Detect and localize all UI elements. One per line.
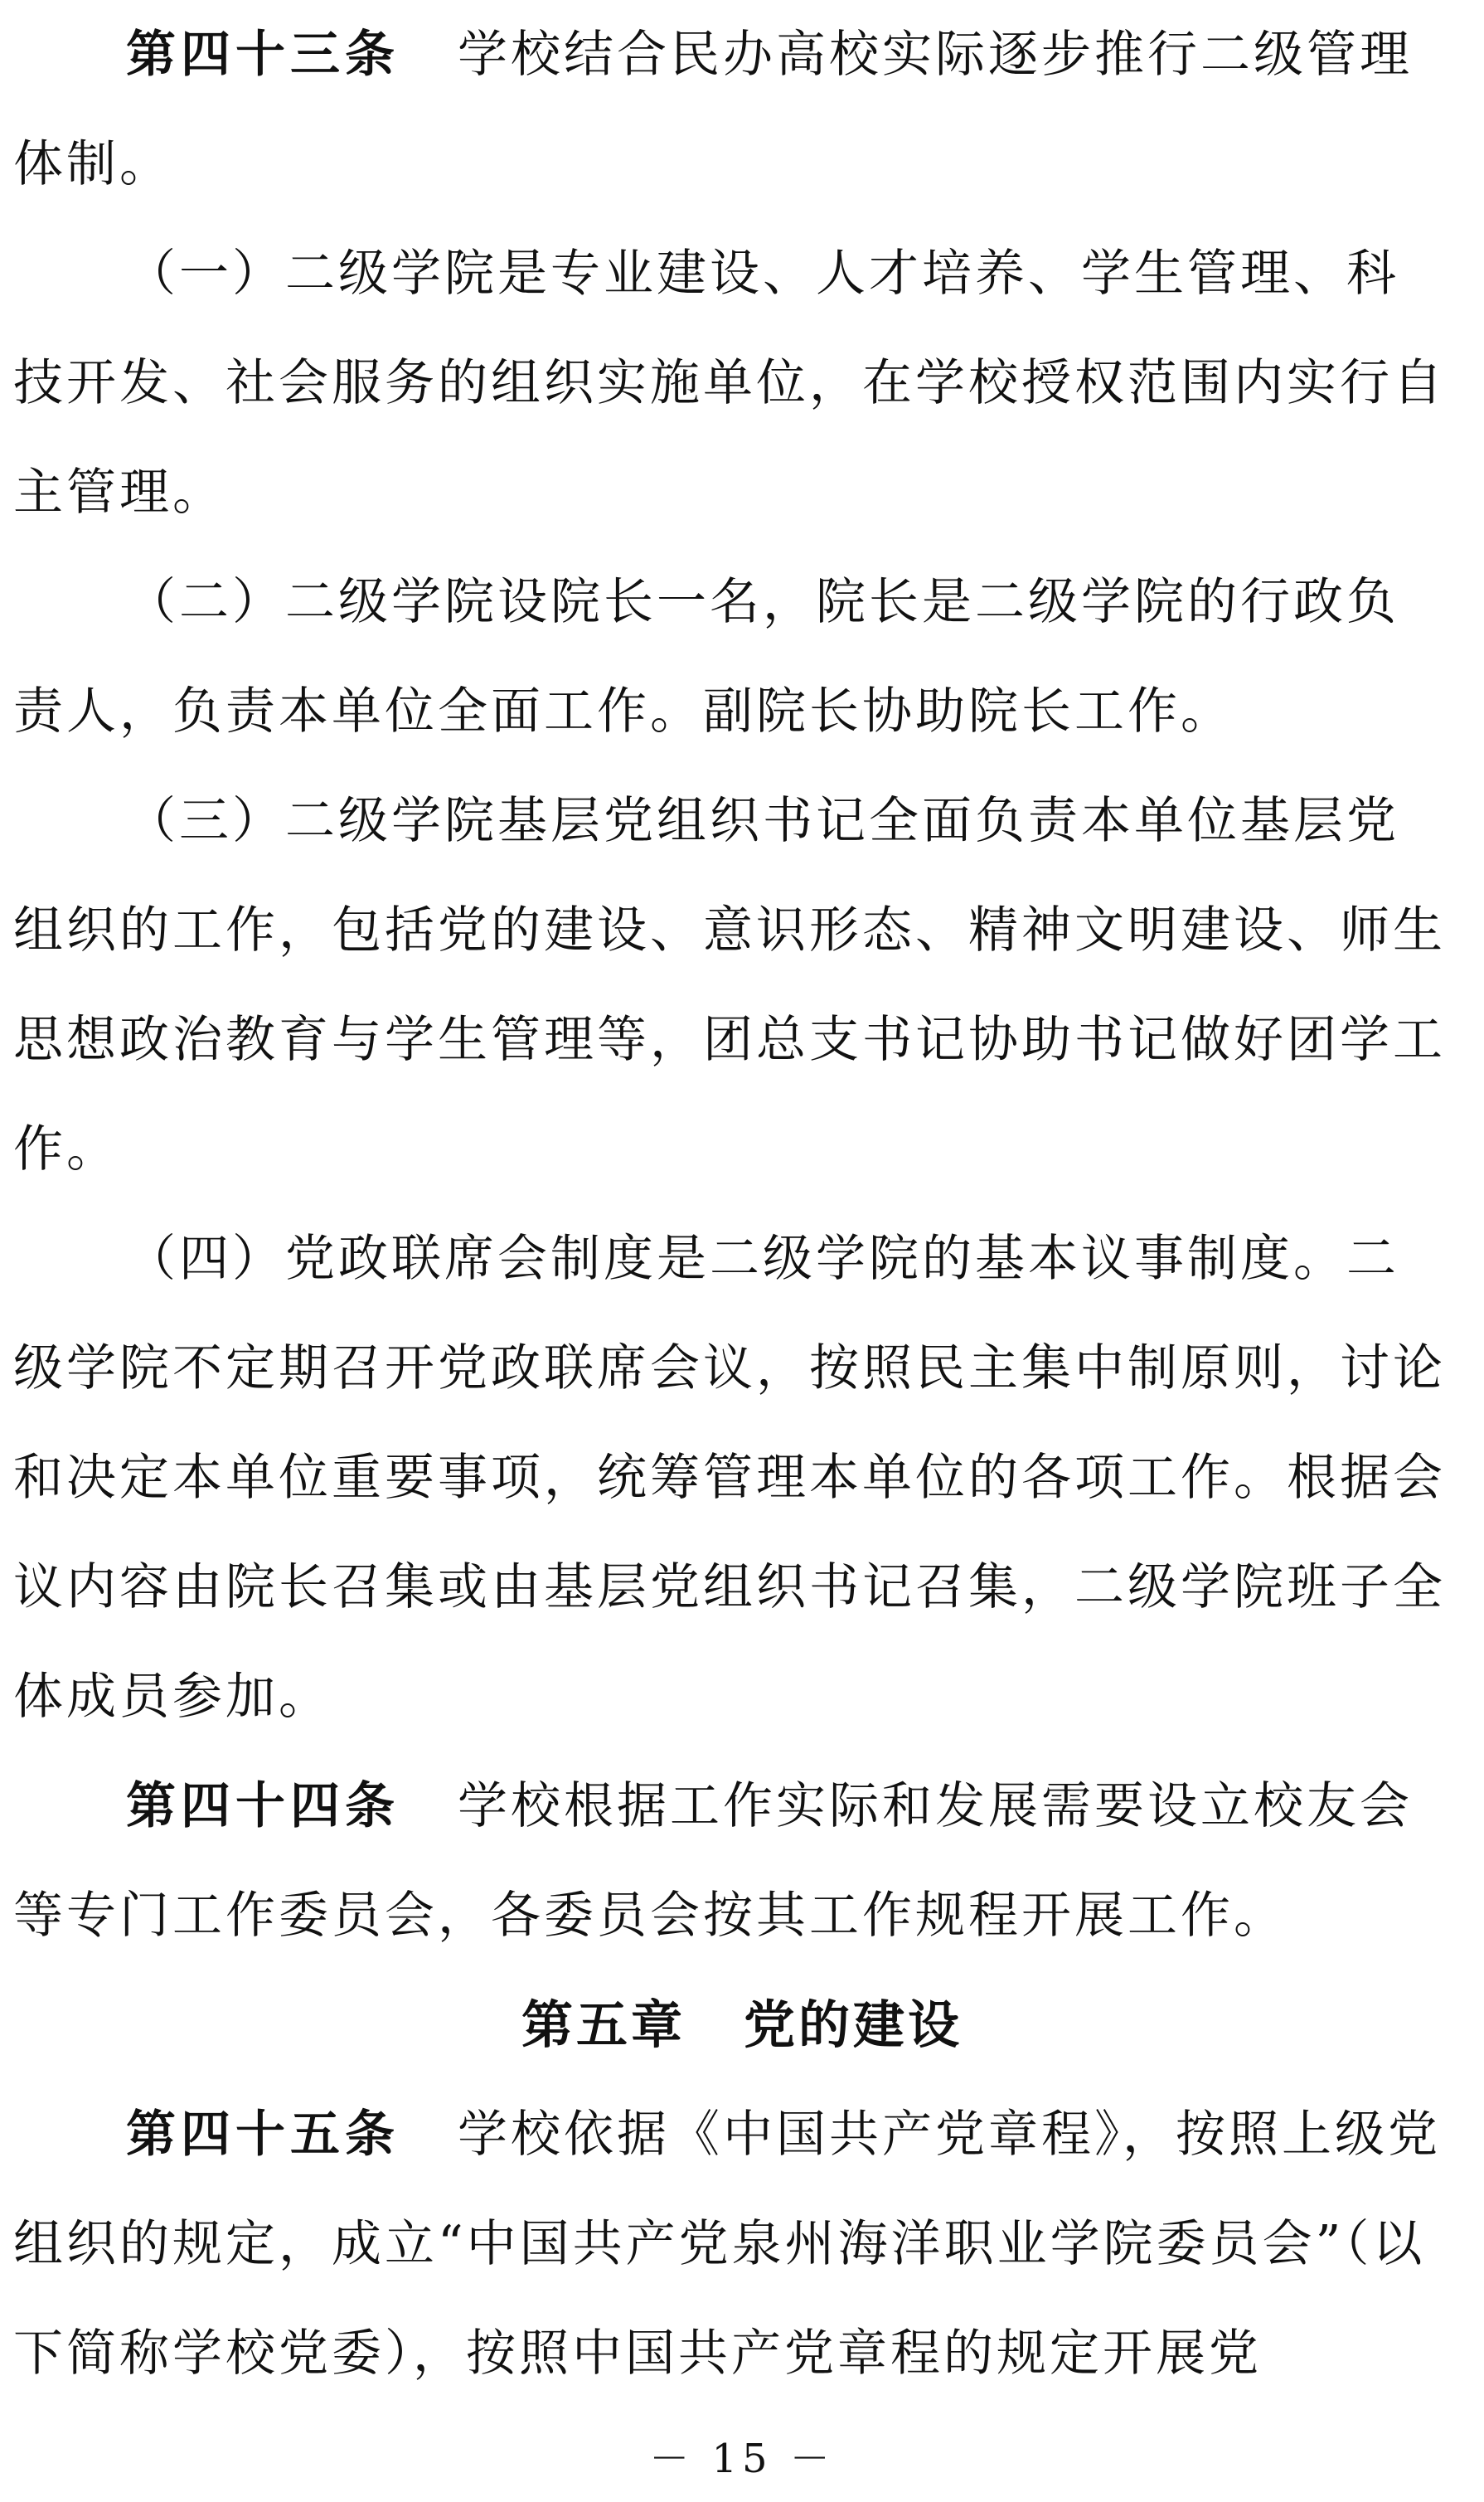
item-4-paragraph: （四）党政联席会制度是二级学院的基本议事制度。二级学院不定期召开党政联席会议，按照民主集中制原则，讨论和决定本单位重要事项，统筹管理本单位的各项工作。根据会议内容由院长召集或由基层党组织书记召集，二级学院班子全体成员参加。 — [13, 1230, 1446, 1726]
item-3-paragraph: （三）二级学院基层党组织书记全面负责本单位基层党组织的工作，包括党的建设、意识形态、精神文明建设、师生思想政治教育与学生管理等，团总支书记协助书记做好团学工作。 — [13, 792, 1446, 1178]
article-45-text: 学校依据《中国共产党章程》，按照上级党组织的规定，成立“中国共产党泉州海洋职业学院委员会”（以下简称学校党委），按照中国共产党章程的规定开展党 — [13, 2106, 1441, 2383]
item-1-paragraph: （一）二级学院是专业建设、人才培养、学生管理、科技开发、社会服务的组织实施单位，在学校授权范围内实行自主管理。 — [13, 245, 1446, 522]
article-43-text: 学校结合民办高校实际逐步推行二级管理体制。 — [13, 26, 1413, 193]
article-45-number: 第四十五条 — [126, 2106, 400, 2164]
article-44-paragraph — [13, 1751, 1446, 1970]
chapter-number: 第五章 — [521, 1994, 686, 2055]
item-2-paragraph: （二）二级学院设院长一名，院长是二级学院的行政负责人，负责本单位全面工作。副院长协助院长工作。 — [13, 573, 1399, 741]
article-44-number: 第四十四条 — [126, 1777, 400, 1835]
page-number: － 15 － — [649, 2436, 835, 2482]
article-43-number: 第四十三条 — [126, 26, 400, 84]
article-45-paragraph — [13, 2080, 1446, 2408]
chapter-title: 党的建设 — [744, 1994, 963, 2055]
chapter-heading — [0, 1970, 1484, 2080]
article-43-paragraph — [13, 0, 1446, 219]
article-44-text: 学校根据工作实际和发展需要设立校友会等专门工作委员会，各委员会按其工作规程开展工作。 — [13, 1777, 1413, 1945]
